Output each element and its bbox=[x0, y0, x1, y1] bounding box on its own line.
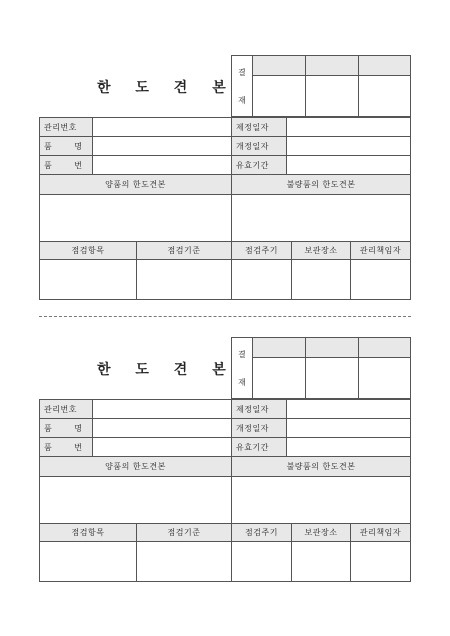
storage-location-header: 보관장소 bbox=[291, 523, 351, 542]
approval-header-1 bbox=[252, 337, 306, 358]
approval-header-2 bbox=[305, 337, 359, 358]
form-title: 한 도 견 본 bbox=[97, 362, 236, 378]
approval-label-cell bbox=[231, 55, 253, 117]
management-no-field[interactable] bbox=[92, 117, 232, 137]
revised-date-label: 개정일자 bbox=[231, 418, 287, 438]
approval-header-3 bbox=[358, 55, 411, 76]
approval-sign-1[interactable] bbox=[252, 357, 306, 399]
revised-date-field[interactable] bbox=[286, 418, 411, 438]
manager-header: 관리책임자 bbox=[350, 523, 411, 542]
manager-header: 관리책임자 bbox=[350, 241, 411, 260]
inspection-cycle-header: 점검주기 bbox=[231, 523, 292, 542]
product-no-label: 품 번 bbox=[39, 155, 93, 175]
approval-label-cell bbox=[231, 337, 253, 399]
inspection-standard-header: 점검기준 bbox=[136, 241, 232, 260]
approval-header-3 bbox=[358, 337, 411, 358]
product-name-label: 품 명 bbox=[39, 136, 93, 156]
inspection-cycle-field[interactable] bbox=[231, 259, 292, 300]
management-no-label: 관리번호 bbox=[39, 399, 93, 419]
storage-location-field[interactable] bbox=[291, 259, 351, 300]
defective-sample-header: 불량품의 한도견본 bbox=[231, 174, 411, 195]
approval-sign-2[interactable] bbox=[305, 75, 359, 117]
created-date-label: 제정일자 bbox=[231, 399, 287, 419]
product-no-field[interactable] bbox=[92, 155, 232, 175]
approval-sign-3[interactable] bbox=[358, 75, 411, 117]
inspection-item-header: 점검항목 bbox=[39, 523, 137, 542]
valid-period-field[interactable] bbox=[286, 155, 411, 175]
defective-sample-area[interactable] bbox=[231, 194, 411, 242]
inspection-item-header: 점검항목 bbox=[39, 241, 137, 260]
inspection-standard-field[interactable] bbox=[136, 541, 232, 582]
product-no-label: 품 번 bbox=[39, 437, 93, 457]
inspection-standard-header: 점검기준 bbox=[136, 523, 232, 542]
approval-label-top: 결 bbox=[238, 350, 246, 359]
created-date-field[interactable] bbox=[286, 399, 411, 419]
defective-sample-area[interactable] bbox=[231, 476, 411, 524]
approval-header-2 bbox=[305, 55, 359, 76]
valid-period-field[interactable] bbox=[286, 437, 411, 457]
valid-period-label: 유효기간 bbox=[231, 437, 287, 457]
product-name-field[interactable] bbox=[92, 418, 232, 438]
revised-date-label: 개정일자 bbox=[231, 136, 287, 156]
approval-header-1 bbox=[252, 55, 306, 76]
revised-date-field[interactable] bbox=[286, 136, 411, 156]
approval-label-top: 결 bbox=[238, 68, 246, 77]
form-title: 한 도 견 본 bbox=[97, 80, 236, 96]
good-sample-header: 양품의 한도견본 bbox=[39, 174, 232, 195]
management-no-field[interactable] bbox=[92, 399, 232, 419]
product-name-label: 품 명 bbox=[39, 418, 93, 438]
product-no-field[interactable] bbox=[92, 437, 232, 457]
approval-label-bottom: 재 bbox=[238, 96, 246, 105]
valid-period-label: 유효기간 bbox=[231, 155, 287, 175]
inspection-standard-field[interactable] bbox=[136, 259, 232, 300]
good-sample-area[interactable] bbox=[39, 194, 232, 242]
storage-location-header: 보관장소 bbox=[291, 241, 351, 260]
created-date-label: 제정일자 bbox=[231, 117, 287, 137]
approval-label-bottom: 재 bbox=[238, 378, 246, 387]
inspection-item-field[interactable] bbox=[39, 541, 137, 582]
good-sample-area[interactable] bbox=[39, 476, 232, 524]
manager-field[interactable] bbox=[350, 259, 411, 300]
inspection-cycle-field[interactable] bbox=[231, 541, 292, 582]
product-name-field[interactable] bbox=[92, 136, 232, 156]
cut-line-divider bbox=[39, 316, 411, 317]
approval-sign-1[interactable] bbox=[252, 75, 306, 117]
manager-field[interactable] bbox=[350, 541, 411, 582]
approval-sign-2[interactable] bbox=[305, 357, 359, 399]
storage-location-field[interactable] bbox=[291, 541, 351, 582]
inspection-item-field[interactable] bbox=[39, 259, 137, 300]
good-sample-header: 양품의 한도견본 bbox=[39, 456, 232, 477]
approval-sign-3[interactable] bbox=[358, 357, 411, 399]
defective-sample-header: 불량품의 한도견본 bbox=[231, 456, 411, 477]
inspection-cycle-header: 점검주기 bbox=[231, 241, 292, 260]
management-no-label: 관리번호 bbox=[39, 117, 93, 137]
created-date-field[interactable] bbox=[286, 117, 411, 137]
